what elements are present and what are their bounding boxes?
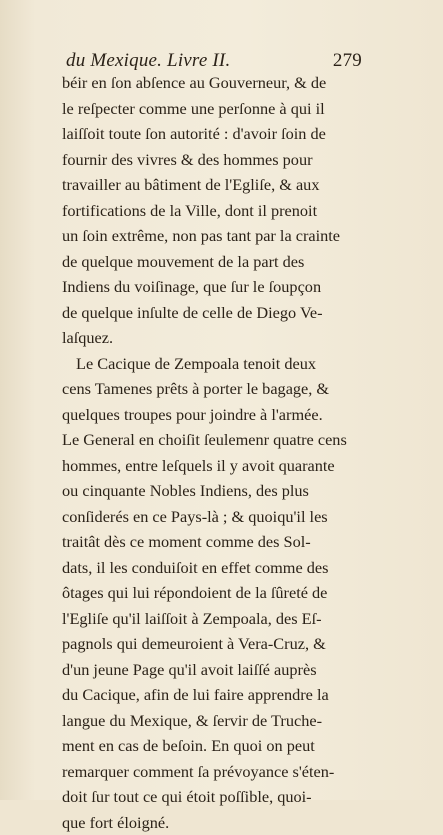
text-line: Le General en choiſit ſeulemenr quatre cens xyxy=(62,427,364,453)
text-line: ôtages qui lui répondoient de la ſûreté de xyxy=(62,580,364,606)
text-line: fournir des vivres & des hommes pour xyxy=(62,147,364,173)
text-line: un ſoin extrême, non pas tant par la crainte xyxy=(62,223,364,249)
text-line: laiſſoit toute ſon autorité : d'avoir ſoin de xyxy=(62,121,364,147)
text-line: Indiens du voiſinage, que ſur le ſoupçon xyxy=(62,274,364,300)
text-line: doit ſur tout ce qui étoit poſſible, quoi- xyxy=(62,784,364,810)
text-line: de quelque inſulte de celle de Diego Ve- xyxy=(62,300,364,326)
text-line: fortifications de la Ville, dont il prenoit xyxy=(62,198,364,224)
text-line: que fort éloigné. xyxy=(62,810,364,835)
text-line: travailler au bâtiment de l'Egliſe, & aux xyxy=(62,172,364,198)
text-line: cens Tamenes prêts à porter le bagage, & xyxy=(62,376,364,402)
paragraph-2 xyxy=(62,351,364,835)
text-line: du Cacique, afin de lui faire apprendre la xyxy=(62,682,364,708)
text-line: ou cinquante Nobles Indiens, des plus xyxy=(62,478,364,504)
text-line: ment en cas de beſoin. En quoi on peut xyxy=(62,733,364,759)
text-line: le reſpecter comme une perſonne à qui il xyxy=(62,96,364,122)
text-line: l'Egliſe qu'il laiſſoit à Zempoala, des Eſ- xyxy=(62,606,364,632)
text-line: remarquer comment ſa prévoyance s'éten- xyxy=(62,759,364,785)
running-head xyxy=(66,50,362,72)
paragraph-1 xyxy=(62,70,364,351)
body-text xyxy=(62,70,364,835)
text-line: béir en ſon abſence au Gouverneur, & de xyxy=(62,70,364,96)
text-line: dats, il les conduiſoit en effet comme des xyxy=(62,555,364,581)
text-line: langue du Mexique, & ſervir de Truche- xyxy=(62,708,364,734)
text-line: laſquez. xyxy=(62,325,364,351)
page-number: 279 xyxy=(333,50,362,72)
text-line: hommes, entre leſquels il y avoit quarante xyxy=(62,453,364,479)
running-title: du Mexique. Livre II. xyxy=(66,50,230,72)
text-line: traitât dès ce moment comme des Sol- xyxy=(62,529,364,555)
text-line: d'un jeune Page qu'il avoit laiſſé auprès xyxy=(62,657,364,683)
text-line: quelques troupes pour joindre à l'armée. xyxy=(62,402,364,428)
text-line: de quelque mouvement de la part des xyxy=(62,249,364,275)
text-line: Le Cacique de Zempoala tenoit deux xyxy=(62,351,364,377)
text-line: pagnols qui demeuroient à Vera-Cruz, & xyxy=(62,631,364,657)
text-line: conſiderés en ce Pays-là ; & quoiqu'il les xyxy=(62,504,364,530)
